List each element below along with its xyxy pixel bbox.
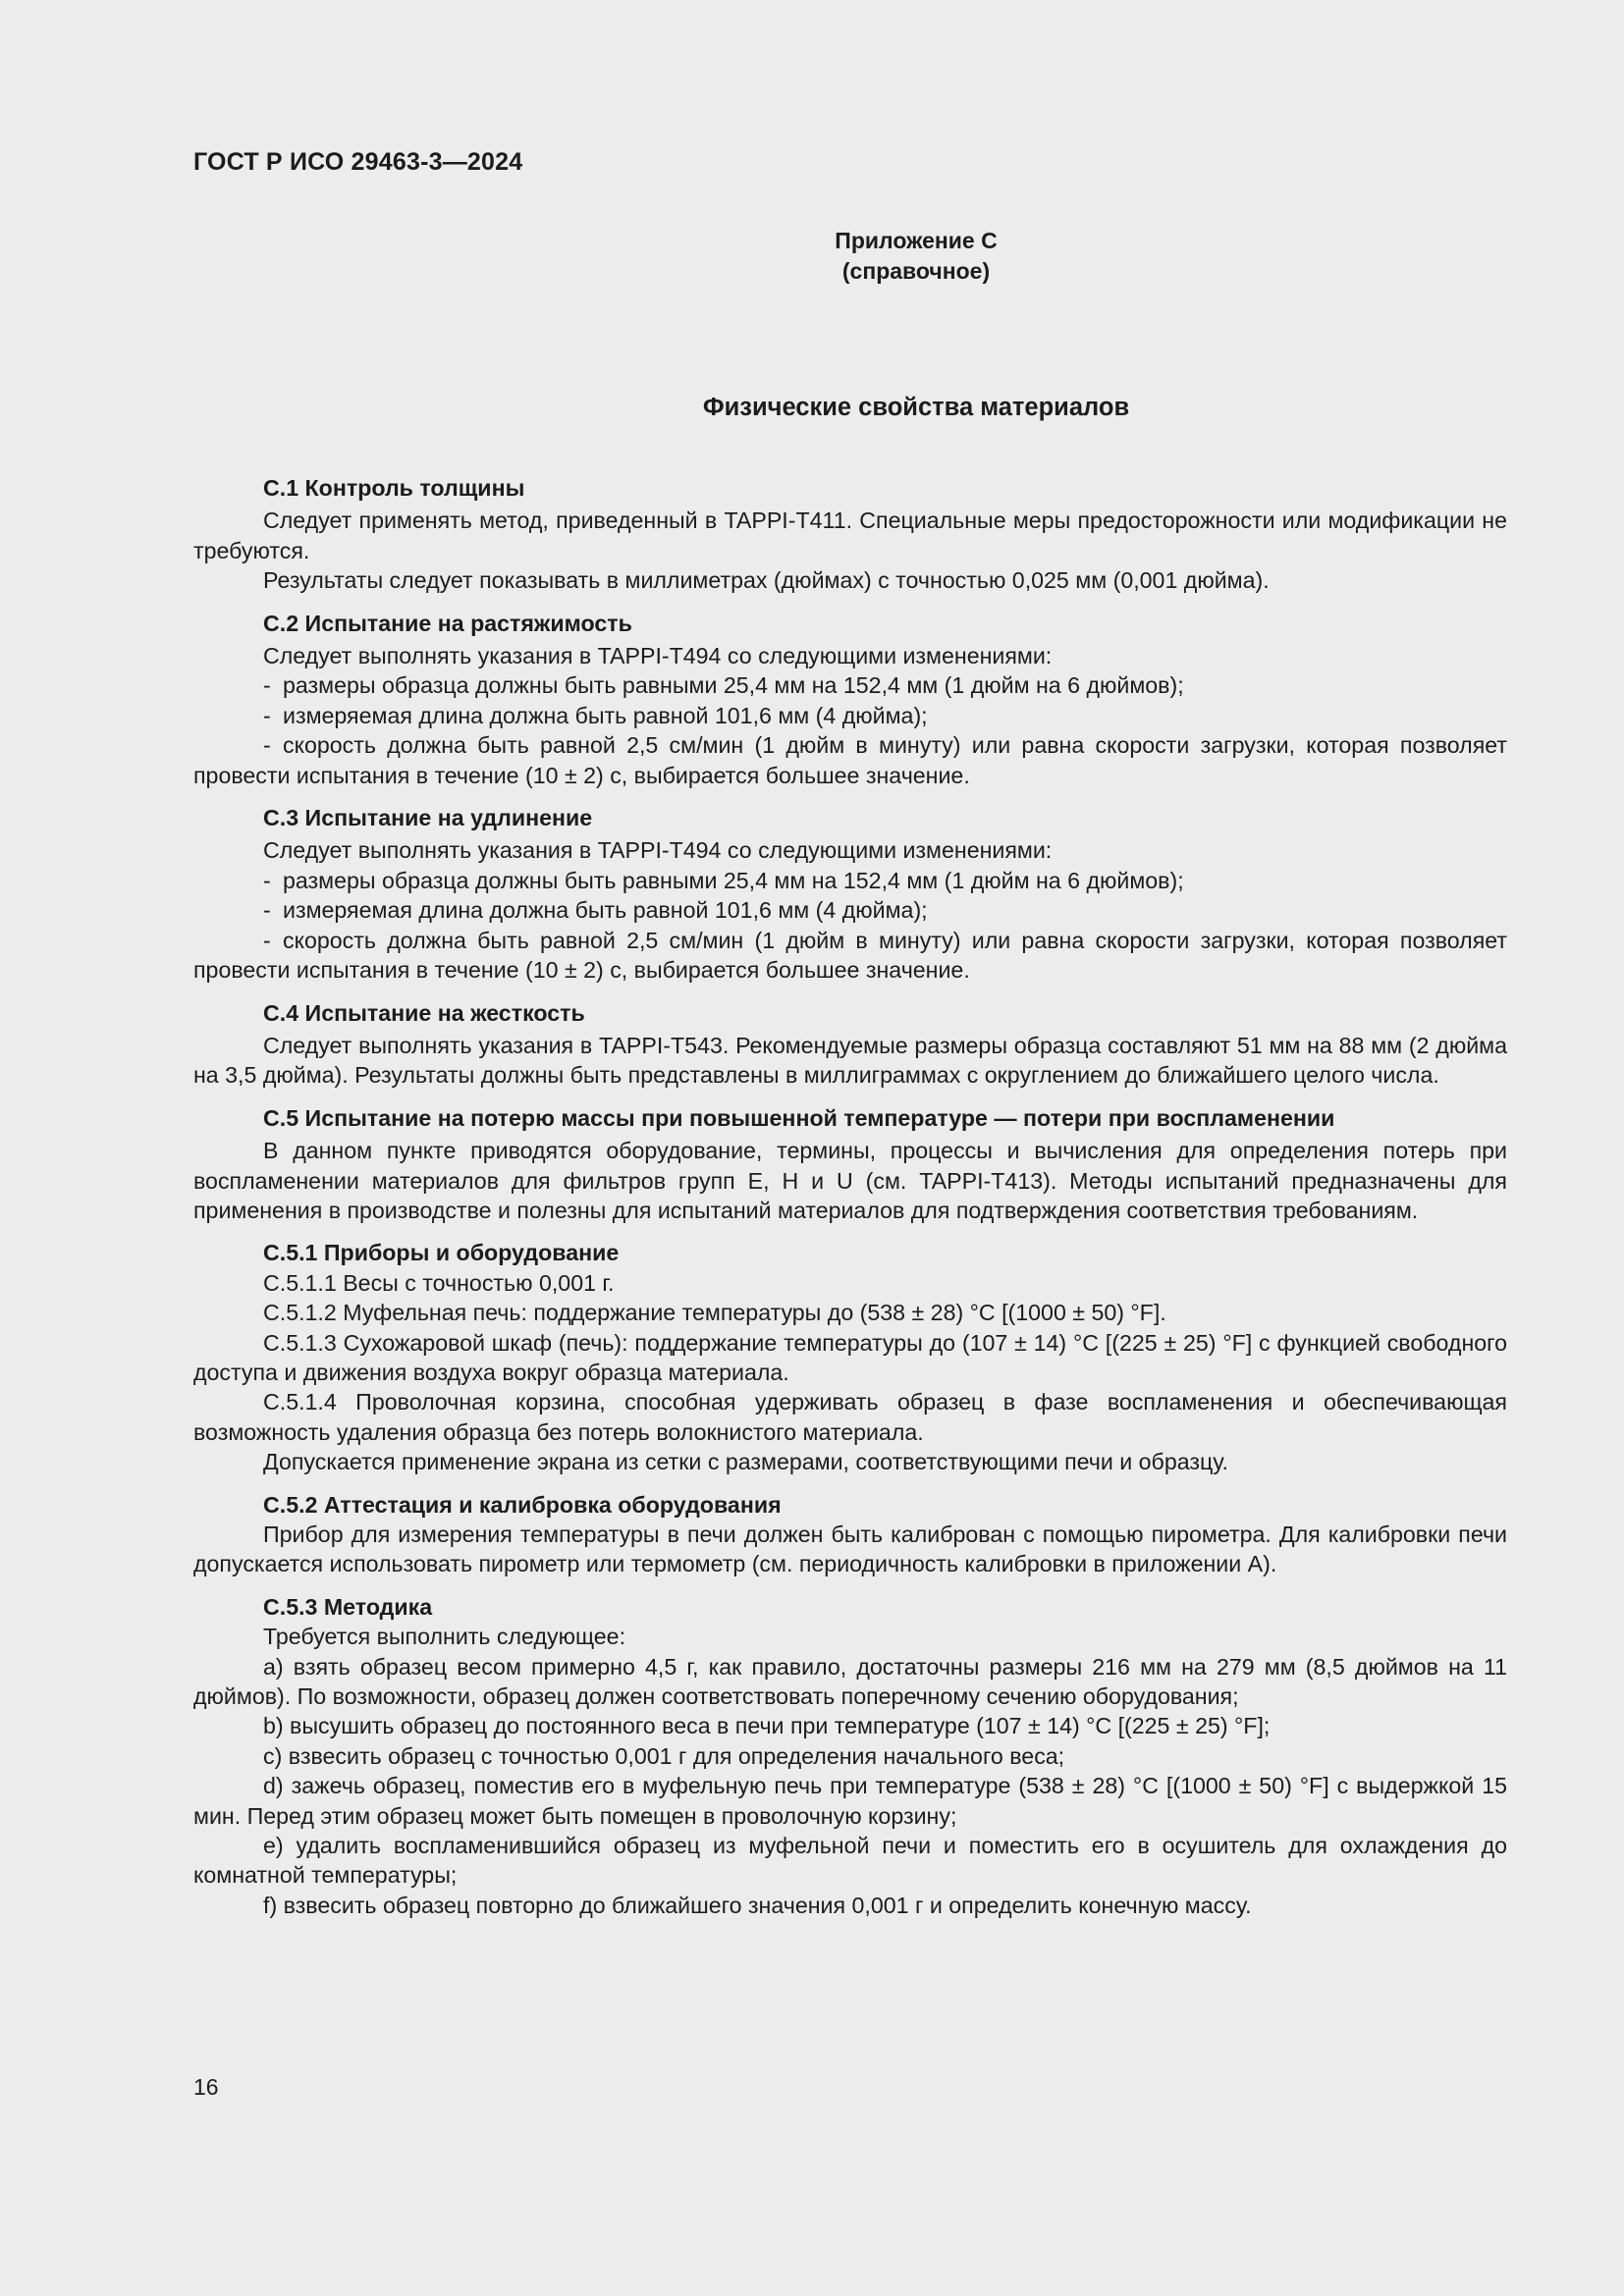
document-body [193,473,1507,1920]
page-number: 16 [193,2074,219,2100]
section-c53-heading: C.5.3 Методика [263,1593,433,1620]
section-c3-intro: Следует выполнять указания в TAPPI-T494 со следующими изменениями: [263,837,1053,864]
list-item: - скорость должна быть равной 2,5 см/мин (1 дюйм в минуту) или равна скорости загрузки, которая позволяет провести испытания в течение (10 ± 2) с, выбирается большее значение. [193,732,1507,788]
section-c2-intro: Следует выполнять указания в TAPPI-T494 со следующими изменениями: [263,643,1053,669]
section-c5-paragraph: В данном пункте приводятся оборудование, термины, процессы и вычисления для определения потерь при воспламенении материалов для фильтров групп E, H и U (см. TAPPI-T413). Методы испытаний предназначены для применения в производстве и полезны для испытаний материалов для подтверждения соответствия требованиям. [193,1138,1507,1223]
section-c1-heading: C.1 Контроль толщины [263,475,525,501]
section-c52-heading: C.5.2 Аттестация и калибровка оборудования [263,1491,782,1518]
section-c53-step: f) взвесить образец повторно до ближайшего значения 0,001 г и определить конечную массу. [263,1892,1252,1918]
section-c4-heading: C.4 Испытание на жесткость [263,999,585,1026]
section-c1-paragraph: Результаты следует показывать в миллиметрах (дюймах) с точностью 0,025 мм (0,001 дюйма). [263,567,1270,594]
section-c1-paragraph: Следует применять метод, приведенный в TAPPI-T411. Специальные меры предосторожности или модификации не требуются. [193,507,1507,563]
section-c53-step: a) взять образец весом примерно 4,5 г, как правило, достаточны размеры 216 мм на 279 мм (8,5 дюймов на 11 дюймов). По возможности, образец должен соответствовать поперечному сечению оборудования; [193,1653,1507,1710]
section-c2-list [193,670,1507,790]
document-code: ГОСТ Р ИСО 29463-3—2024 [193,148,523,176]
section-c3-list [193,866,1507,986]
section-c51-item: C.5.1.4 Проволочная корзина, способная удерживать образец в фазе воспламенения и обеспечивающая возможность удаления образца без потерь волокнистого материала. [193,1389,1507,1445]
list-item: - измеряемая длина должна быть равной 101,6 мм (4 дюйма); [263,702,928,728]
section-c51-item: C.5.1.2 Муфельная печь: поддержание температуры до (538 ± 28) °C [(1000 ± 50) °F]. [263,1300,1166,1326]
section-c51-item: Допускается применение экрана из сетки с размерами, соответствующими печи и образцу. [263,1449,1228,1475]
section-c53-step: e) удалить воспламенившийся образец из муфельной печи и поместить его в осушитель для охлаждения до комнатной температуры; [193,1833,1507,1889]
section-c4-paragraph: Следует выполнять указания в TAPPI-T543. Рекомендуемые размеры образца составляют 51 мм на 88 мм (2 дюйма на 3,5 дюйма). Результаты должны быть представлены в миллиграммах с округлением до ближайшего целого числа. [193,1032,1507,1089]
annex-header [0,226,1624,287]
section-c51-item: C.5.1.3 Сухожаровой шкаф (печь): поддержание температуры до (107 ± 14) °C [(225 ± 25) °F] с функцией свободного доступа и движения воздуха вокруг образца материала. [193,1329,1507,1385]
section-c51-heading: C.5.1 Приборы и оборудование [263,1240,620,1266]
section-c51-item: C.5.1.1 Весы с точностью 0,001 г. [263,1269,615,1296]
section-c2-heading: C.2 Испытание на растяжимость [263,610,632,636]
section-c53-step: d) зажечь образец, поместив его в муфельную печь при температуре (538 ± 28) °C [(1000 ± 50) °F] с выдержкой 15 мин. Перед этим образец может быть помещен в проволочную корзину; [193,1773,1507,1829]
list-item: - размеры образца должны быть равными 25,4 мм на 152,4 мм (1 дюйм на 6 дюймов); [263,672,1184,699]
section-c53-step: c) взвесить образец с точностью 0,001 г для определения начального веса; [263,1742,1065,1769]
section-c5-heading: C.5 Испытание на потерю массы при повышенной температуре — потери при воспламенении [263,1104,1335,1131]
annex-kind: (справочное) [841,258,991,284]
list-item: - скорость должна быть равной 2,5 см/мин (1 дюйм в минуту) или равна скорости загрузки, которая позволяет провести испытания в течение (10 ± 2) с, выбирается большее значение. [193,927,1507,984]
section-c53-step: b) высушить образец до постоянного веса в печи при температуре (107 ± 14) °C [(225 ± 25) °F]; [263,1713,1271,1739]
list-item: - измеряемая длина должна быть равной 101,6 мм (4 дюйма); [263,897,928,924]
list-item: - размеры образца должны быть равными 25,4 мм на 152,4 мм (1 дюйм на 6 дюймов); [263,867,1184,893]
section-c3-heading: C.3 Испытание на удлинение [263,805,593,831]
section-c52-paragraph: Прибор для измерения температуры в печи должен быть калиброван с помощью пирометра. Для калибровки печи допускается использовать пирометр или термометр (см. периодичность калибровки в приложении A). [193,1522,1507,1577]
section-c53-intro: Требуется выполнить следующее: [263,1624,626,1650]
annex-title: Физические свойства материалов [702,394,1130,421]
annex-label: Приложение C [835,228,998,253]
